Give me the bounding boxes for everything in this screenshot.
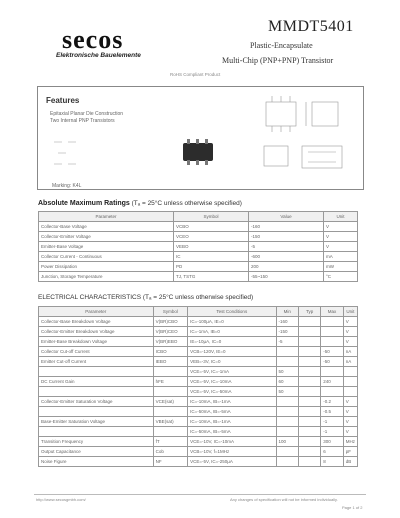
table-cell: pF	[343, 447, 357, 457]
electrical-heading	[38, 294, 253, 301]
table-cell: Base-Emitter Saturation Voltage	[39, 417, 154, 427]
table-cell: 300	[321, 437, 343, 447]
table-cell: -55~150	[249, 272, 324, 282]
table-row	[39, 242, 358, 252]
table-cell: V	[343, 397, 357, 407]
table-cell: -50	[321, 357, 343, 367]
table-cell: V	[343, 407, 357, 417]
pinout-icon	[52, 136, 92, 176]
abs-max-condition: (Tₐ = 25°C unless otherwise specified)	[131, 200, 242, 207]
table-cell: V	[343, 337, 357, 347]
table-cell	[153, 367, 188, 377]
table-cell: -150	[249, 232, 324, 242]
table-cell: Output Capacitance	[39, 447, 154, 457]
table-cell: ICBO	[153, 347, 188, 357]
table-header-cell: Parameter	[39, 307, 154, 317]
table-cell: V(BR)CEO	[153, 327, 188, 337]
table-cell: Junction, Storage Temperature	[39, 272, 174, 282]
electrical-title: ELECTRICAL CHARACTERISTICS	[38, 294, 142, 301]
table-cell: 50	[276, 367, 298, 377]
footer-page: Page 1 of 2	[342, 505, 363, 510]
table-cell: nA	[343, 357, 357, 367]
table-cell: fT	[153, 437, 188, 447]
table-cell: Emitter Cut-off Current	[39, 357, 154, 367]
table-cell: mA	[324, 252, 358, 262]
abs-max-heading	[38, 200, 242, 207]
table-row	[39, 337, 358, 347]
table-cell	[321, 387, 343, 397]
table-cell: Emitter-Base Voltage	[39, 242, 174, 252]
part-number: MMDT5401	[268, 18, 354, 35]
feature-item: Epitaxial Planar Die Construction	[50, 111, 124, 117]
table-cell: VCE=-5V, IC=-250µA	[188, 457, 276, 467]
table-cell	[298, 327, 320, 337]
table-cell: IC=-50mA, IB=-5mA	[188, 427, 276, 437]
table-cell: 200	[249, 262, 324, 272]
table-cell: -160	[249, 222, 324, 232]
table-cell: TJ, TSTG	[174, 272, 249, 282]
table-cell	[298, 387, 320, 397]
table-cell: Collector-Emitter Voltage	[39, 232, 174, 242]
table-cell	[276, 457, 298, 467]
table-row	[39, 377, 358, 387]
table-cell	[276, 417, 298, 427]
abs-max-title: Absolute Maximum Ratings	[38, 200, 130, 207]
table-header-cell: Max	[321, 307, 343, 317]
table-cell: IC=-100µA, IE=0	[188, 317, 276, 327]
table-cell: -5	[276, 337, 298, 347]
table-cell: V	[324, 242, 358, 252]
table-cell: V	[343, 417, 357, 427]
table-cell: hFE	[153, 377, 188, 387]
table-cell: IC=-10mA, IB=-1mA	[188, 417, 276, 427]
table-cell: V	[324, 232, 358, 242]
table-header-cell: Symbol	[153, 307, 188, 317]
table-cell: Collector-Base Voltage	[39, 222, 174, 232]
package-image	[183, 143, 213, 161]
table-cell	[298, 317, 320, 327]
rohs-note: RoHS Compliant Product	[170, 72, 221, 77]
table-row	[39, 427, 358, 437]
table-cell: 100	[276, 437, 298, 447]
table-cell: V	[343, 317, 357, 327]
table-header-cell: Value	[249, 212, 324, 222]
footer-url[interactable]: http://www.secosgmbh.com/	[36, 497, 86, 502]
table-cell: Collector-Emitter Saturation Voltage	[39, 397, 154, 407]
table-row	[39, 347, 358, 357]
footer-rule	[34, 494, 366, 495]
table-header-cell: Unit	[343, 307, 357, 317]
table-cell	[298, 367, 320, 377]
table-row	[39, 262, 358, 272]
table-cell	[298, 427, 320, 437]
table-cell: Transition Frequency	[39, 437, 154, 447]
table-cell: 50	[276, 387, 298, 397]
table-cell	[276, 427, 298, 437]
table-cell	[276, 407, 298, 417]
table-cell: V	[324, 222, 358, 232]
table-cell: PD	[174, 262, 249, 272]
table-cell: VCE=-5V, IC=-10mA	[188, 377, 276, 387]
table-header-cell: Typ	[298, 307, 320, 317]
table-cell: -600	[249, 252, 324, 262]
table-cell: -0.2	[321, 397, 343, 407]
table-cell: IC=-10mA, IB=-1mA	[188, 397, 276, 407]
logo-subtitle: Elektronische Bauelemente	[56, 52, 141, 59]
package-outline-icon	[258, 90, 358, 186]
table-cell: IC=-1mA, IB=0	[188, 327, 276, 337]
encapsulation-label: Plastic-Encapsulate	[250, 41, 313, 50]
table-header-cell: Min	[276, 307, 298, 317]
table-row	[39, 317, 358, 327]
table-cell: VBE(sat)	[153, 417, 188, 427]
table-row	[39, 222, 358, 232]
table-cell	[321, 317, 343, 327]
table-cell: Collector-Emitter Breakdown Voltage	[39, 327, 154, 337]
table-cell: VCB=-10V, f=1MHz	[188, 447, 276, 457]
table-cell: Collector-Base Breakdown Voltage	[39, 317, 154, 327]
table-cell	[343, 387, 357, 397]
table-header-row	[39, 212, 358, 222]
table-cell	[276, 447, 298, 457]
table-cell	[39, 367, 154, 377]
table-cell: mW	[324, 262, 358, 272]
table-row	[39, 367, 358, 377]
abs-max-table	[38, 211, 358, 282]
table-cell: -5	[249, 242, 324, 252]
table-row	[39, 447, 358, 457]
table-cell	[321, 327, 343, 337]
company-logo: secos	[62, 25, 124, 54]
table-cell	[298, 437, 320, 447]
table-cell	[298, 447, 320, 457]
table-cell	[343, 367, 357, 377]
table-row	[39, 417, 358, 427]
table-row	[39, 357, 358, 367]
table-cell: VCEO	[174, 232, 249, 242]
table-cell: -1	[321, 427, 343, 437]
table-cell: VCBO	[174, 222, 249, 232]
table-cell	[39, 407, 154, 417]
table-cell: Cob	[153, 447, 188, 457]
footer-notice: Any changes of specification will not be informed individually.	[230, 497, 338, 502]
table-cell: VCE=-10V, IC=-10mA	[188, 437, 276, 447]
table-row	[39, 457, 358, 467]
table-cell: Power Dissipation	[39, 262, 174, 272]
table-cell: Noise Figure	[39, 457, 154, 467]
table-cell	[298, 457, 320, 467]
table-row	[39, 407, 358, 417]
table-cell	[298, 377, 320, 387]
table-cell: Emitter-Base Breakdown Voltage	[39, 337, 154, 347]
electrical-condition: (Tₐ = 25°C unless otherwise specified)	[142, 294, 254, 301]
table-cell	[298, 337, 320, 347]
table-row	[39, 272, 358, 282]
table-cell	[276, 347, 298, 357]
table-cell: -1	[321, 417, 343, 427]
table-cell: -160	[276, 317, 298, 327]
table-cell	[298, 397, 320, 407]
table-cell: VEB=-3V, IC=0	[188, 357, 276, 367]
table-header-cell: Parameter	[39, 212, 174, 222]
table-cell: 6	[321, 447, 343, 457]
table-cell: V	[343, 327, 357, 337]
table-cell: °C	[324, 272, 358, 282]
table-cell: VCE=-5V, IC=-1mA	[188, 367, 276, 377]
table-row	[39, 397, 358, 407]
table-cell	[39, 427, 154, 437]
table-cell: MHz	[343, 437, 357, 447]
table-cell: DC Current Gain	[39, 377, 154, 387]
table-row	[39, 387, 358, 397]
table-cell: -50	[321, 347, 343, 357]
table-cell: 240	[321, 377, 343, 387]
table-cell: NF	[153, 457, 188, 467]
table-header-row	[39, 307, 358, 317]
table-cell: -150	[276, 327, 298, 337]
table-cell	[298, 347, 320, 357]
table-cell: Collector Cut-off Current	[39, 347, 154, 357]
table-cell	[298, 357, 320, 367]
table-row	[39, 437, 358, 447]
feature-item: Two Internal PNP Transistors	[50, 118, 115, 124]
table-cell: VCE=-5V, IC=-50mA	[188, 387, 276, 397]
table-cell	[39, 387, 154, 397]
table-cell: IC	[174, 252, 249, 262]
marking-label: Marking: K4L	[52, 183, 82, 189]
table-cell: VEBO	[174, 242, 249, 252]
table-cell: 60	[276, 377, 298, 387]
table-cell: V(BR)EBO	[153, 337, 188, 347]
table-cell: nA	[343, 347, 357, 357]
table-cell	[153, 407, 188, 417]
table-header-cell: Unit	[324, 212, 358, 222]
table-cell	[298, 417, 320, 427]
table-cell	[321, 367, 343, 377]
table-cell: 8	[321, 457, 343, 467]
electrical-table	[38, 306, 358, 467]
table-cell: VCB=-120V, IE=0	[188, 347, 276, 357]
table-cell: dB	[343, 457, 357, 467]
device-description: Multi-Chip (PNP+PNP) Transistor	[222, 56, 334, 65]
table-cell: IEBO	[153, 357, 188, 367]
table-header-cell: Test Conditions	[188, 307, 276, 317]
table-cell	[153, 387, 188, 397]
table-row	[39, 252, 358, 262]
table-cell	[276, 357, 298, 367]
features-title: Features	[46, 96, 80, 105]
table-cell	[321, 337, 343, 347]
table-row	[39, 327, 358, 337]
table-cell: V	[343, 427, 357, 437]
table-cell	[276, 397, 298, 407]
table-header-cell: Symbol	[174, 212, 249, 222]
table-cell: -0.5	[321, 407, 343, 417]
table-cell: V(BR)CBO	[153, 317, 188, 327]
table-cell	[153, 427, 188, 437]
table-cell: IC=-50mA, IB=-5mA	[188, 407, 276, 417]
table-cell	[298, 407, 320, 417]
table-cell: IE=-10µA, IC=0	[188, 337, 276, 347]
table-cell: Collector Current - Continuous	[39, 252, 174, 262]
table-cell: VCE(sat)	[153, 397, 188, 407]
table-row	[39, 232, 358, 242]
table-cell	[343, 377, 357, 387]
